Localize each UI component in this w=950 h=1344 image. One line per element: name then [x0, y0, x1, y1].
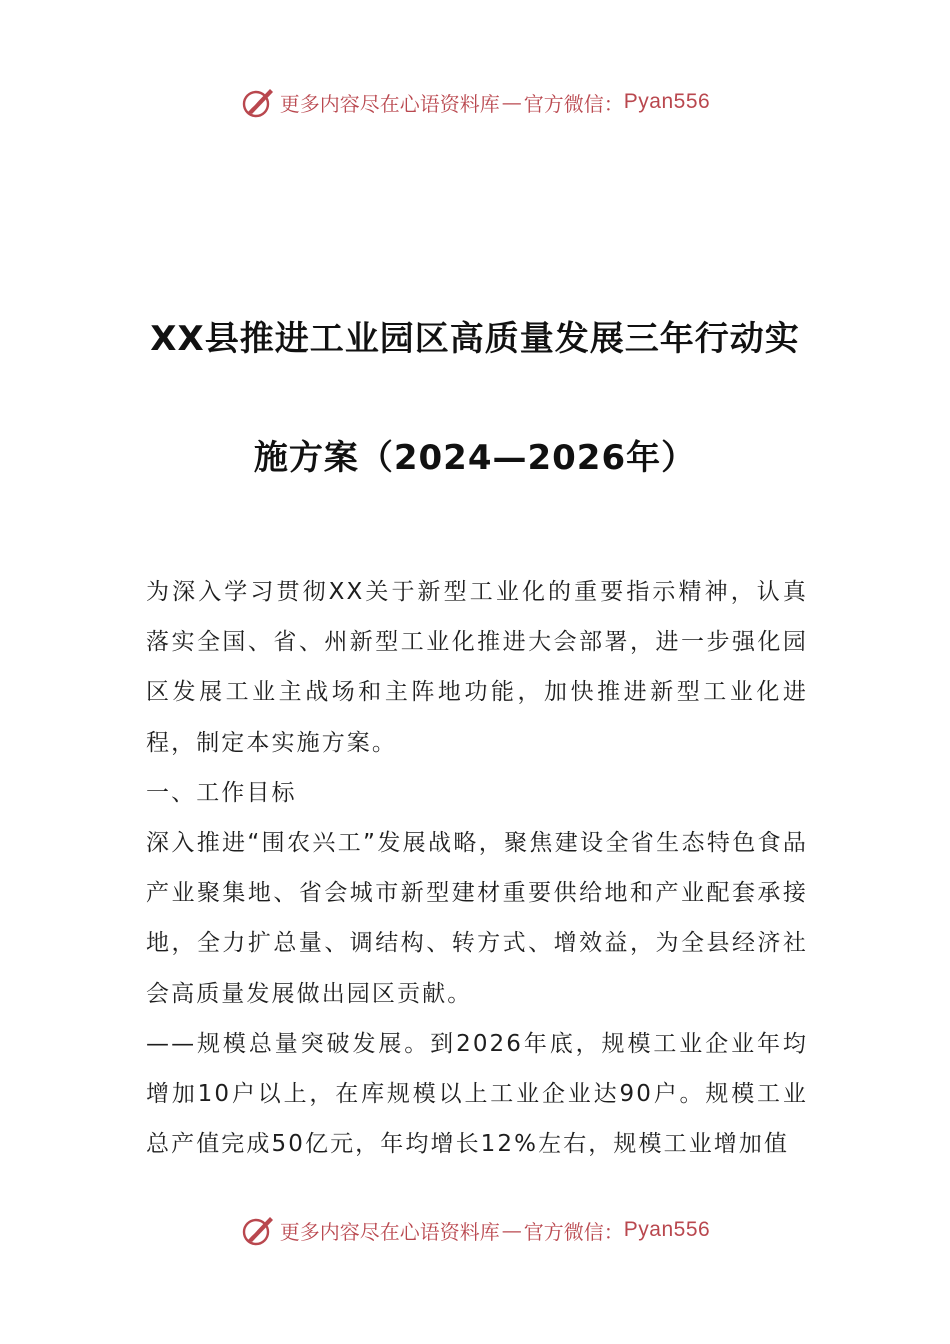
watermark-handle: Pyan556: [623, 90, 711, 113]
paragraph-intro: 为深入学习贯彻XX关于新型工业化的重要指示精神，认真落实全国、省、州新型工业化推进大会部署，进一步强化园区发展工业主战场和主阵地功能，加快推进新型工业化进程，制定本实施方案。: [146, 579, 808, 756]
watermark-handle: Pyan556: [623, 1218, 711, 1241]
watermark-text: 更多内容尽在心语资料库: [279, 1219, 500, 1244]
document-title-line-1: XX县推进工业园区高质量发展三年行动实: [150, 319, 800, 359]
quill-logo-icon: [240, 84, 276, 120]
watermark-footer: [0, 1212, 950, 1248]
watermark-text: 更多内容尽在心语资料库: [279, 91, 500, 116]
document-title-line-2: 施方案（2024—2026年）: [253, 438, 697, 478]
paragraph-goals: 深入推进“围农兴工”发展战略，聚焦建设全省生态特色食品产业聚集地、省会城市新型建材重要供给地和产业配套承接地，全力扩总量、调结构、转方式、增效益，为全县经济社会高质量发展做出园区贡献。: [146, 830, 808, 1007]
watermark-label: 官方微信：: [523, 91, 624, 116]
watermark-separator: —: [501, 90, 522, 114]
document-body: [146, 567, 808, 1169]
watermark-header: [0, 84, 950, 120]
section-heading: 一、工作目标: [146, 779, 297, 806]
watermark-separator: —: [501, 1218, 522, 1242]
quill-logo-icon: [240, 1212, 276, 1248]
paragraph-scale: ——规模总量突破发展。到2026年底，规模工业企业年均增加10户以上，在库规模以上工业企业达90户。规模工业总产值完成50亿元，年均增长12%左右，规模工业增加值: [146, 1030, 808, 1158]
watermark-label: 官方微信：: [523, 1219, 624, 1244]
